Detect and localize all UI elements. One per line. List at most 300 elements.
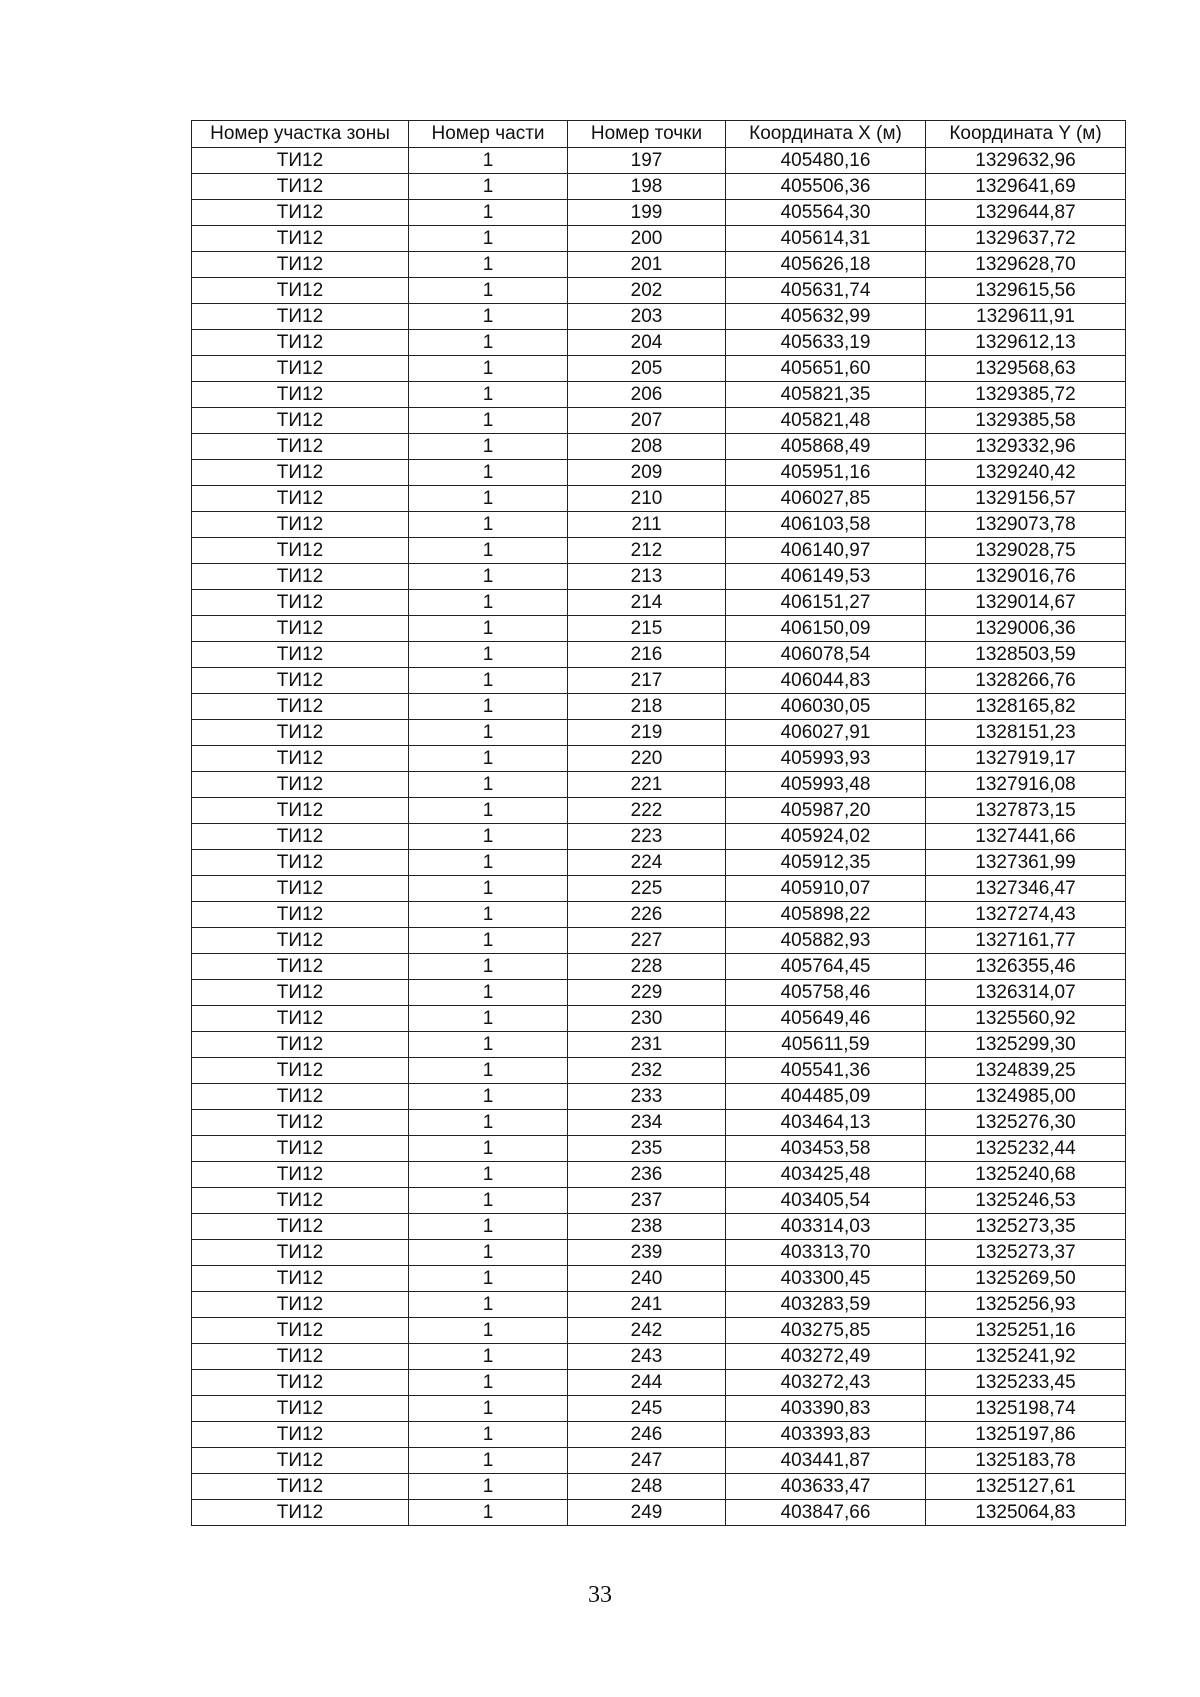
cell-coordinate-x: 405758,46 [726, 980, 926, 1006]
cell-coordinate-x: 405821,35 [726, 382, 926, 408]
table-row [192, 798, 1126, 824]
cell-zone-section: ТИ12 [192, 252, 409, 278]
cell-coordinate-y: 1329568,63 [926, 356, 1126, 382]
cell-part-number: 1 [409, 434, 568, 460]
table-row [192, 382, 1126, 408]
cell-part-number: 1 [409, 408, 568, 434]
cell-zone-section: ТИ12 [192, 772, 409, 798]
cell-point-number: 230 [568, 1006, 726, 1032]
cell-coordinate-x: 403847,66 [726, 1500, 926, 1526]
cell-coordinate-y: 1325240,68 [926, 1162, 1126, 1188]
cell-coordinate-y: 1327361,99 [926, 850, 1126, 876]
cell-part-number: 1 [409, 564, 568, 590]
table-row [192, 1474, 1126, 1500]
cell-zone-section: ТИ12 [192, 512, 409, 538]
cell-coordinate-y: 1325232,44 [926, 1136, 1126, 1162]
cell-point-number: 221 [568, 772, 726, 798]
cell-point-number: 246 [568, 1422, 726, 1448]
table-row [192, 1422, 1126, 1448]
cell-zone-section: ТИ12 [192, 356, 409, 382]
cell-point-number: 211 [568, 512, 726, 538]
cell-point-number: 200 [568, 226, 726, 252]
cell-zone-section: ТИ12 [192, 876, 409, 902]
cell-part-number: 1 [409, 486, 568, 512]
cell-point-number: 228 [568, 954, 726, 980]
table-header-row [192, 121, 1126, 148]
cell-zone-section: ТИ12 [192, 980, 409, 1006]
cell-point-number: 213 [568, 564, 726, 590]
cell-coordinate-y: 1325233,45 [926, 1370, 1126, 1396]
cell-coordinate-x: 403272,43 [726, 1370, 926, 1396]
cell-part-number: 1 [409, 1110, 568, 1136]
table-row [192, 252, 1126, 278]
table-row [192, 538, 1126, 564]
cell-coordinate-y: 1326355,46 [926, 954, 1126, 980]
cell-zone-section: ТИ12 [192, 694, 409, 720]
table-row [192, 876, 1126, 902]
table-header [192, 121, 1126, 148]
cell-zone-section: ТИ12 [192, 1266, 409, 1292]
cell-coordinate-y: 1328266,76 [926, 668, 1126, 694]
cell-part-number: 1 [409, 304, 568, 330]
cell-coordinate-x: 406103,58 [726, 512, 926, 538]
table-row [192, 642, 1126, 668]
cell-coordinate-x: 403464,13 [726, 1110, 926, 1136]
cell-zone-section: ТИ12 [192, 1500, 409, 1526]
cell-zone-section: ТИ12 [192, 226, 409, 252]
cell-zone-section: ТИ12 [192, 1214, 409, 1240]
cell-coordinate-y: 1329240,42 [926, 460, 1126, 486]
table-row [192, 564, 1126, 590]
table-row [192, 486, 1126, 512]
cell-coordinate-y: 1329014,67 [926, 590, 1126, 616]
cell-zone-section: ТИ12 [192, 798, 409, 824]
cell-point-number: 208 [568, 434, 726, 460]
cell-coordinate-y: 1329632,96 [926, 148, 1126, 174]
cell-point-number: 248 [568, 1474, 726, 1500]
cell-coordinate-x: 403425,48 [726, 1162, 926, 1188]
cell-part-number: 1 [409, 1240, 568, 1266]
cell-coordinate-y: 1327873,15 [926, 798, 1126, 824]
cell-zone-section: ТИ12 [192, 1058, 409, 1084]
cell-part-number: 1 [409, 928, 568, 954]
cell-part-number: 1 [409, 330, 568, 356]
table-row [192, 746, 1126, 772]
cell-coordinate-x: 403390,83 [726, 1396, 926, 1422]
cell-part-number: 1 [409, 200, 568, 226]
table-row [192, 928, 1126, 954]
cell-zone-section: ТИ12 [192, 174, 409, 200]
cell-zone-section: ТИ12 [192, 928, 409, 954]
header-part-number: Номер части [409, 121, 568, 148]
cell-coordinate-x: 405898,22 [726, 902, 926, 928]
cell-coordinate-x: 405631,74 [726, 278, 926, 304]
cell-point-number: 237 [568, 1188, 726, 1214]
table-row [192, 330, 1126, 356]
header-coordinate-x: Координата X (м) [726, 121, 926, 148]
table-row [192, 1214, 1126, 1240]
cell-coordinate-x: 405651,60 [726, 356, 926, 382]
cell-coordinate-y: 1325299,30 [926, 1032, 1126, 1058]
cell-coordinate-x: 405910,07 [726, 876, 926, 902]
cell-coordinate-y: 1327916,08 [926, 772, 1126, 798]
cell-coordinate-y: 1328503,59 [926, 642, 1126, 668]
table-row [192, 304, 1126, 330]
cell-zone-section: ТИ12 [192, 278, 409, 304]
cell-part-number: 1 [409, 642, 568, 668]
cell-zone-section: ТИ12 [192, 1474, 409, 1500]
cell-coordinate-y: 1329156,57 [926, 486, 1126, 512]
header-zone-section-number: Номер участка зоны [192, 121, 409, 148]
cell-zone-section: ТИ12 [192, 1084, 409, 1110]
cell-part-number: 1 [409, 226, 568, 252]
cell-point-number: 207 [568, 408, 726, 434]
cell-coordinate-y: 1326314,07 [926, 980, 1126, 1006]
cell-part-number: 1 [409, 1136, 568, 1162]
table-row [192, 1292, 1126, 1318]
cell-point-number: 239 [568, 1240, 726, 1266]
cell-zone-section: ТИ12 [192, 1370, 409, 1396]
cell-coordinate-y: 1325064,83 [926, 1500, 1126, 1526]
cell-coordinate-x: 406150,09 [726, 616, 926, 642]
cell-part-number: 1 [409, 148, 568, 174]
cell-coordinate-x: 403633,47 [726, 1474, 926, 1500]
cell-coordinate-x: 403275,85 [726, 1318, 926, 1344]
cell-coordinate-y: 1325273,37 [926, 1240, 1126, 1266]
table-row [192, 512, 1126, 538]
cell-part-number: 1 [409, 1084, 568, 1110]
cell-part-number: 1 [409, 382, 568, 408]
cell-zone-section: ТИ12 [192, 1006, 409, 1032]
cell-part-number: 1 [409, 616, 568, 642]
cell-part-number: 1 [409, 538, 568, 564]
table-row [192, 1448, 1126, 1474]
cell-coordinate-x: 405633,19 [726, 330, 926, 356]
cell-coordinate-x: 405882,93 [726, 928, 926, 954]
cell-coordinate-x: 405951,16 [726, 460, 926, 486]
cell-coordinate-x: 405764,45 [726, 954, 926, 980]
cell-point-number: 233 [568, 1084, 726, 1110]
table-row [192, 1006, 1126, 1032]
cell-coordinate-y: 1329028,75 [926, 538, 1126, 564]
cell-point-number: 236 [568, 1162, 726, 1188]
cell-part-number: 1 [409, 798, 568, 824]
cell-part-number: 1 [409, 772, 568, 798]
cell-coordinate-y: 1329006,36 [926, 616, 1126, 642]
cell-zone-section: ТИ12 [192, 1318, 409, 1344]
cell-coordinate-y: 1329628,70 [926, 252, 1126, 278]
cell-point-number: 241 [568, 1292, 726, 1318]
cell-zone-section: ТИ12 [192, 564, 409, 590]
cell-part-number: 1 [409, 1448, 568, 1474]
cell-zone-section: ТИ12 [192, 720, 409, 746]
table-row [192, 668, 1126, 694]
cell-coordinate-y: 1329016,76 [926, 564, 1126, 590]
cell-coordinate-y: 1329385,58 [926, 408, 1126, 434]
cell-coordinate-y: 1325197,86 [926, 1422, 1126, 1448]
cell-coordinate-x: 406140,97 [726, 538, 926, 564]
cell-zone-section: ТИ12 [192, 330, 409, 356]
cell-point-number: 212 [568, 538, 726, 564]
cell-coordinate-x: 403313,70 [726, 1240, 926, 1266]
cell-zone-section: ТИ12 [192, 642, 409, 668]
cell-coordinate-x: 406149,53 [726, 564, 926, 590]
cell-point-number: 216 [568, 642, 726, 668]
table-row [192, 1318, 1126, 1344]
header-coordinate-y: Координата Y (м) [926, 121, 1126, 148]
table-row [192, 1084, 1126, 1110]
cell-part-number: 1 [409, 252, 568, 278]
cell-coordinate-y: 1325276,30 [926, 1110, 1126, 1136]
cell-coordinate-y: 1325241,92 [926, 1344, 1126, 1370]
table-row [192, 1370, 1126, 1396]
cell-part-number: 1 [409, 278, 568, 304]
cell-coordinate-x: 405632,99 [726, 304, 926, 330]
cell-coordinate-y: 1325183,78 [926, 1448, 1126, 1474]
cell-point-number: 238 [568, 1214, 726, 1240]
cell-zone-section: ТИ12 [192, 200, 409, 226]
cell-zone-section: ТИ12 [192, 746, 409, 772]
cell-part-number: 1 [409, 1266, 568, 1292]
table-row [192, 434, 1126, 460]
cell-coordinate-y: 1324985,00 [926, 1084, 1126, 1110]
cell-zone-section: ТИ12 [192, 954, 409, 980]
cell-point-number: 234 [568, 1110, 726, 1136]
cell-point-number: 205 [568, 356, 726, 382]
cell-point-number: 201 [568, 252, 726, 278]
cell-part-number: 1 [409, 824, 568, 850]
table-row [192, 1058, 1126, 1084]
cell-zone-section: ТИ12 [192, 616, 409, 642]
cell-coordinate-x: 405541,36 [726, 1058, 926, 1084]
cell-part-number: 1 [409, 1474, 568, 1500]
cell-point-number: 243 [568, 1344, 726, 1370]
cell-point-number: 203 [568, 304, 726, 330]
cell-coordinate-x: 405614,31 [726, 226, 926, 252]
cell-part-number: 1 [409, 1188, 568, 1214]
cell-coordinate-y: 1324839,25 [926, 1058, 1126, 1084]
cell-part-number: 1 [409, 980, 568, 1006]
cell-zone-section: ТИ12 [192, 902, 409, 928]
cell-zone-section: ТИ12 [192, 434, 409, 460]
cell-point-number: 247 [568, 1448, 726, 1474]
cell-point-number: 249 [568, 1500, 726, 1526]
cell-coordinate-y: 1329332,96 [926, 434, 1126, 460]
table-row [192, 1266, 1126, 1292]
cell-coordinate-y: 1325251,16 [926, 1318, 1126, 1344]
cell-zone-section: ТИ12 [192, 1344, 409, 1370]
table-row [192, 1188, 1126, 1214]
cell-part-number: 1 [409, 1162, 568, 1188]
table-row [192, 1110, 1126, 1136]
cell-part-number: 1 [409, 1318, 568, 1344]
table-row [192, 1396, 1126, 1422]
cell-coordinate-x: 406044,83 [726, 668, 926, 694]
cell-zone-section: ТИ12 [192, 1396, 409, 1422]
table-row [192, 356, 1126, 382]
cell-part-number: 1 [409, 1292, 568, 1318]
cell-coordinate-x: 403393,83 [726, 1422, 926, 1448]
cell-point-number: 231 [568, 1032, 726, 1058]
cell-part-number: 1 [409, 590, 568, 616]
cell-coordinate-x: 406078,54 [726, 642, 926, 668]
cell-part-number: 1 [409, 850, 568, 876]
table-row [192, 200, 1126, 226]
cell-point-number: 226 [568, 902, 726, 928]
cell-part-number: 1 [409, 1422, 568, 1448]
cell-zone-section: ТИ12 [192, 1136, 409, 1162]
cell-zone-section: ТИ12 [192, 1292, 409, 1318]
table-row [192, 148, 1126, 174]
cell-coordinate-x: 404485,09 [726, 1084, 926, 1110]
cell-part-number: 1 [409, 746, 568, 772]
cell-coordinate-y: 1329611,91 [926, 304, 1126, 330]
table-row [192, 174, 1126, 200]
cell-point-number: 214 [568, 590, 726, 616]
cell-zone-section: ТИ12 [192, 668, 409, 694]
table-row [192, 616, 1126, 642]
cell-zone-section: ТИ12 [192, 304, 409, 330]
cell-coordinate-y: 1325198,74 [926, 1396, 1126, 1422]
table-row [192, 720, 1126, 746]
cell-zone-section: ТИ12 [192, 486, 409, 512]
cell-part-number: 1 [409, 1344, 568, 1370]
cell-zone-section: ТИ12 [192, 1448, 409, 1474]
cell-part-number: 1 [409, 174, 568, 200]
cell-coordinate-x: 403283,59 [726, 1292, 926, 1318]
cell-point-number: 240 [568, 1266, 726, 1292]
cell-point-number: 210 [568, 486, 726, 512]
cell-part-number: 1 [409, 902, 568, 928]
cell-coordinate-y: 1327919,17 [926, 746, 1126, 772]
cell-zone-section: ТИ12 [192, 382, 409, 408]
cell-part-number: 1 [409, 460, 568, 486]
table-row [192, 1136, 1126, 1162]
cell-coordinate-y: 1325256,93 [926, 1292, 1126, 1318]
cell-point-number: 227 [568, 928, 726, 954]
cell-point-number: 242 [568, 1318, 726, 1344]
cell-point-number: 224 [568, 850, 726, 876]
cell-part-number: 1 [409, 876, 568, 902]
cell-point-number: 198 [568, 174, 726, 200]
table-row [192, 772, 1126, 798]
cell-coordinate-x: 406027,85 [726, 486, 926, 512]
table-row [192, 824, 1126, 850]
header-point-number: Номер точки [568, 121, 726, 148]
cell-zone-section: ТИ12 [192, 460, 409, 486]
cell-coordinate-y: 1325560,92 [926, 1006, 1126, 1032]
cell-zone-section: ТИ12 [192, 824, 409, 850]
cell-coordinate-x: 403272,49 [726, 1344, 926, 1370]
table-row [192, 460, 1126, 486]
cell-point-number: 215 [568, 616, 726, 642]
cell-part-number: 1 [409, 1032, 568, 1058]
cell-coordinate-y: 1329637,72 [926, 226, 1126, 252]
cell-point-number: 206 [568, 382, 726, 408]
cell-coordinate-x: 405868,49 [726, 434, 926, 460]
table-row [192, 1240, 1126, 1266]
table-row [192, 1032, 1126, 1058]
cell-point-number: 197 [568, 148, 726, 174]
cell-coordinate-x: 405987,20 [726, 798, 926, 824]
page-number: 33 [588, 1582, 612, 1608]
table-row [192, 226, 1126, 252]
table-row [192, 902, 1126, 928]
cell-coordinate-y: 1329073,78 [926, 512, 1126, 538]
cell-coordinate-x: 403314,03 [726, 1214, 926, 1240]
cell-point-number: 209 [568, 460, 726, 486]
cell-point-number: 199 [568, 200, 726, 226]
cell-part-number: 1 [409, 1214, 568, 1240]
cell-coordinate-x: 405506,36 [726, 174, 926, 200]
table-body [192, 148, 1126, 1526]
cell-part-number: 1 [409, 1370, 568, 1396]
table-row [192, 1162, 1126, 1188]
table-row [192, 954, 1126, 980]
cell-coordinate-x: 405564,30 [726, 200, 926, 226]
cell-zone-section: ТИ12 [192, 1188, 409, 1214]
cell-part-number: 1 [409, 1396, 568, 1422]
cell-point-number: 244 [568, 1370, 726, 1396]
cell-coordinate-y: 1327346,47 [926, 876, 1126, 902]
cell-point-number: 225 [568, 876, 726, 902]
cell-coordinate-x: 405993,93 [726, 746, 926, 772]
cell-part-number: 1 [409, 356, 568, 382]
cell-part-number: 1 [409, 720, 568, 746]
cell-coordinate-y: 1329615,56 [926, 278, 1126, 304]
cell-part-number: 1 [409, 512, 568, 538]
cell-coordinate-y: 1325246,53 [926, 1188, 1126, 1214]
cell-point-number: 219 [568, 720, 726, 746]
cell-coordinate-y: 1327441,66 [926, 824, 1126, 850]
cell-zone-section: ТИ12 [192, 408, 409, 434]
cell-point-number: 217 [568, 668, 726, 694]
cell-part-number: 1 [409, 1006, 568, 1032]
cell-coordinate-y: 1325273,35 [926, 1214, 1126, 1240]
cell-coordinate-y: 1325269,50 [926, 1266, 1126, 1292]
table-row [192, 1500, 1126, 1526]
cell-coordinate-y: 1328151,23 [926, 720, 1126, 746]
cell-point-number: 232 [568, 1058, 726, 1084]
cell-point-number: 223 [568, 824, 726, 850]
table-row [192, 850, 1126, 876]
cell-coordinate-x: 405480,16 [726, 148, 926, 174]
table-row [192, 980, 1126, 1006]
cell-coordinate-x: 406151,27 [726, 590, 926, 616]
coordinates-table [191, 120, 1126, 1526]
cell-coordinate-y: 1327161,77 [926, 928, 1126, 954]
cell-point-number: 229 [568, 980, 726, 1006]
cell-point-number: 222 [568, 798, 726, 824]
cell-part-number: 1 [409, 954, 568, 980]
cell-zone-section: ТИ12 [192, 590, 409, 616]
cell-zone-section: ТИ12 [192, 538, 409, 564]
table-row [192, 590, 1126, 616]
table-row [192, 694, 1126, 720]
table-row [192, 1344, 1126, 1370]
cell-zone-section: ТИ12 [192, 148, 409, 174]
cell-part-number: 1 [409, 1058, 568, 1084]
cell-part-number: 1 [409, 1500, 568, 1526]
cell-coordinate-y: 1329612,13 [926, 330, 1126, 356]
cell-coordinate-x: 405649,46 [726, 1006, 926, 1032]
cell-coordinate-y: 1329644,87 [926, 200, 1126, 226]
cell-coordinate-x: 405626,18 [726, 252, 926, 278]
cell-coordinate-x: 403300,45 [726, 1266, 926, 1292]
cell-point-number: 235 [568, 1136, 726, 1162]
cell-point-number: 204 [568, 330, 726, 356]
cell-zone-section: ТИ12 [192, 1240, 409, 1266]
